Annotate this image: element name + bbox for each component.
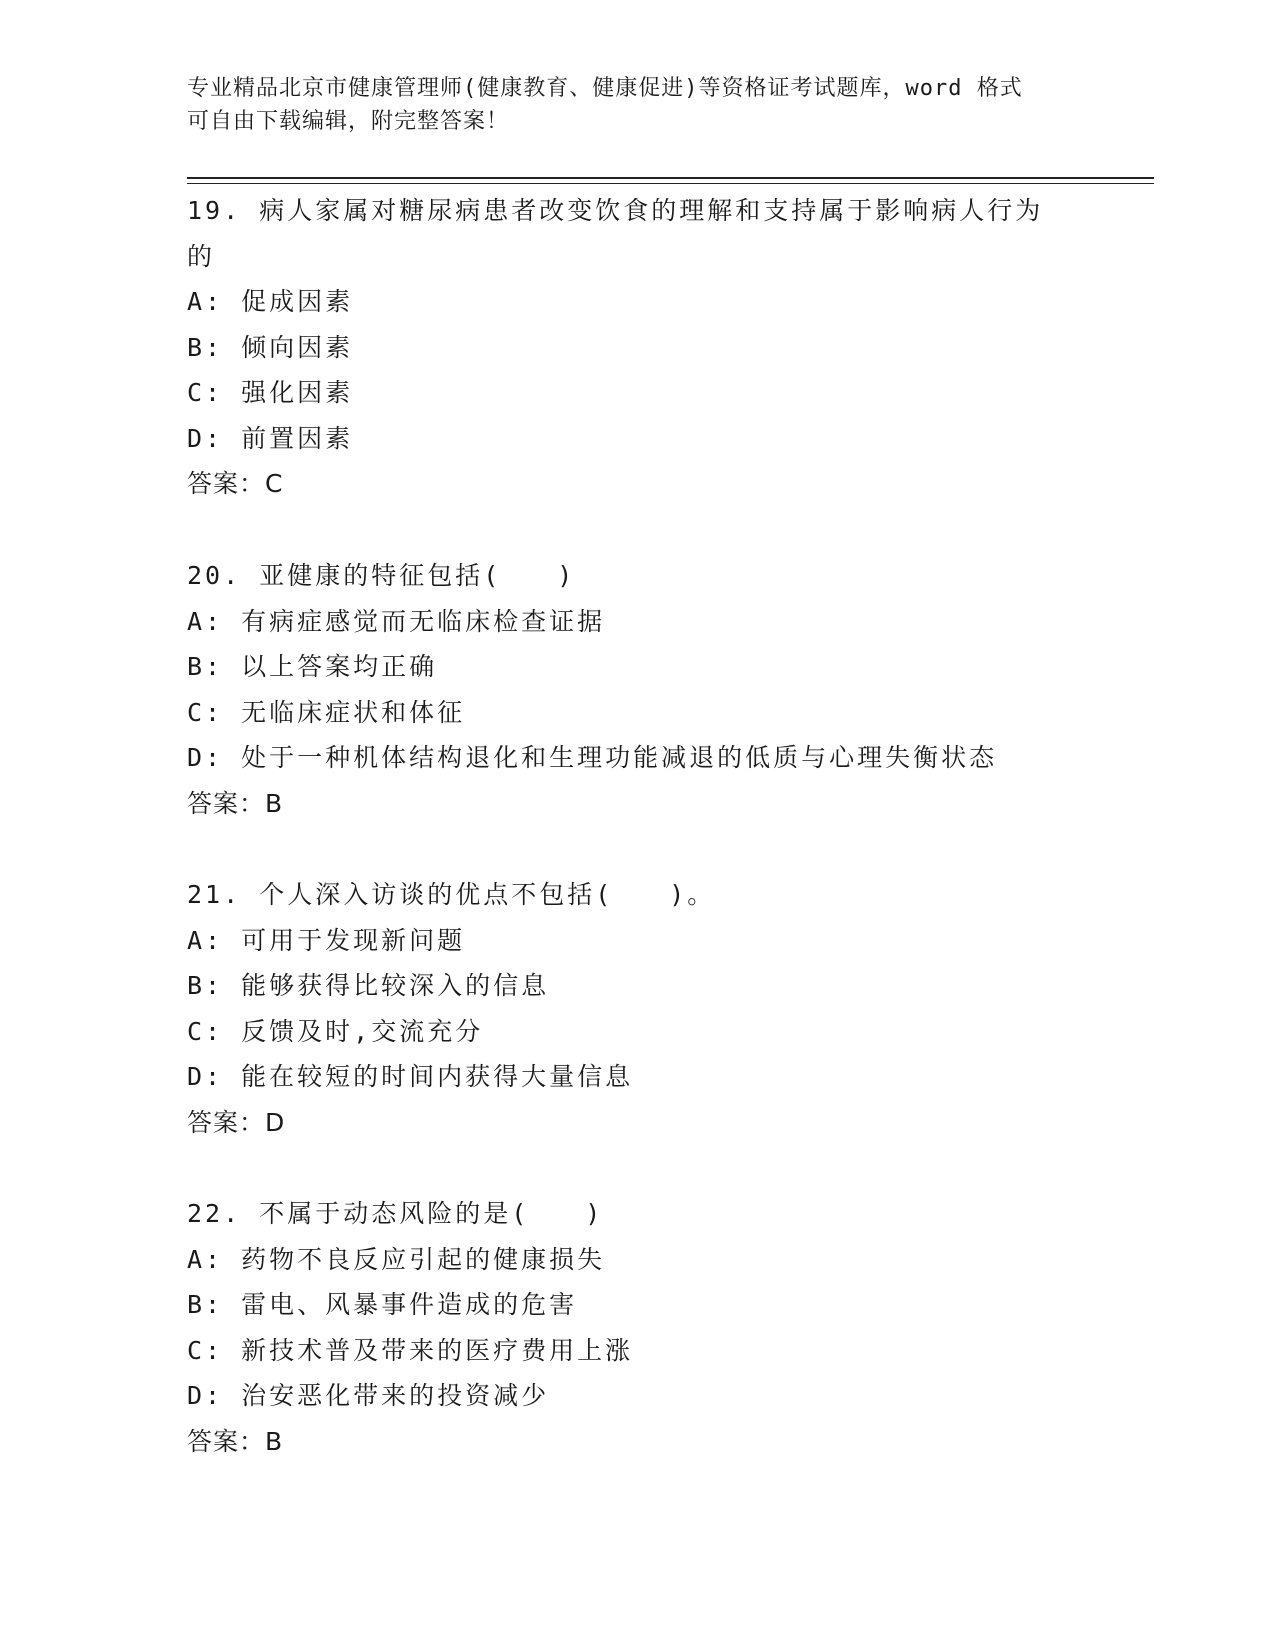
answer-key: 答案：B [187,1426,284,1456]
option-d: D: 治安恶化带来的投资减少 [187,1381,550,1410]
question-stem-continued: 的 [187,241,216,271]
question-22 [187,1191,1067,1464]
option-b: B: 倾向因素 [187,332,354,362]
option-c: C: 强化因素 [187,378,354,407]
option-a: A: 药物不良反应引起的健康损失 [187,1244,606,1274]
question-stem: 21. 个人深入访谈的优点不包括( )。 [187,880,716,909]
question-20 [187,553,1067,826]
answer-key: 答案：D [187,1107,286,1137]
option-c: C: 反馈及时,交流充分 [187,1016,484,1046]
question-stem: 19. 病人家属对糖尿病患者改变饮食的理解和支持属于影响病人行为 [187,196,1044,225]
answer-key: 答案：B [187,788,284,818]
option-b: B: 能够获得比较深入的信息 [187,971,550,1000]
answer-key: 答案：C [187,469,284,498]
option-c: C: 新技术普及带来的医疗费用上涨 [187,1335,634,1365]
option-a: A: 促成因素 [187,287,354,316]
option-b: B: 雷电、风暴事件造成的危害 [187,1290,578,1319]
option-d: D: 能在较短的时间内获得大量信息 [187,1062,634,1091]
option-a: A: 有病症感觉而无临床检查证据 [187,606,606,636]
option-d: D: 处于一种机体结构退化和生理功能减退的低质与心理失衡状态 [187,743,998,772]
question-19 [187,188,1067,507]
header-line-1: 专业精品北京市健康管理师(健康教育、健康促进)等资格证考试题库，word 格式 [187,76,1023,101]
question-21 [187,872,1067,1145]
option-a: A: 可用于发现新问题 [187,925,466,955]
question-stem: 20. 亚健康的特征包括( ) [187,561,576,590]
header-divider-thin [187,183,1154,184]
header-divider-thick [187,177,1154,179]
document-header [187,72,1067,138]
option-b: B: 以上答案均正确 [187,652,438,681]
option-d: D: 前置因素 [187,423,354,453]
option-c: C: 无临床症状和体征 [187,697,466,727]
header-line-2: 可自由下载编辑，附完整答案！ [187,109,510,134]
question-stem: 22. 不属于动态风险的是( ) [187,1199,604,1228]
